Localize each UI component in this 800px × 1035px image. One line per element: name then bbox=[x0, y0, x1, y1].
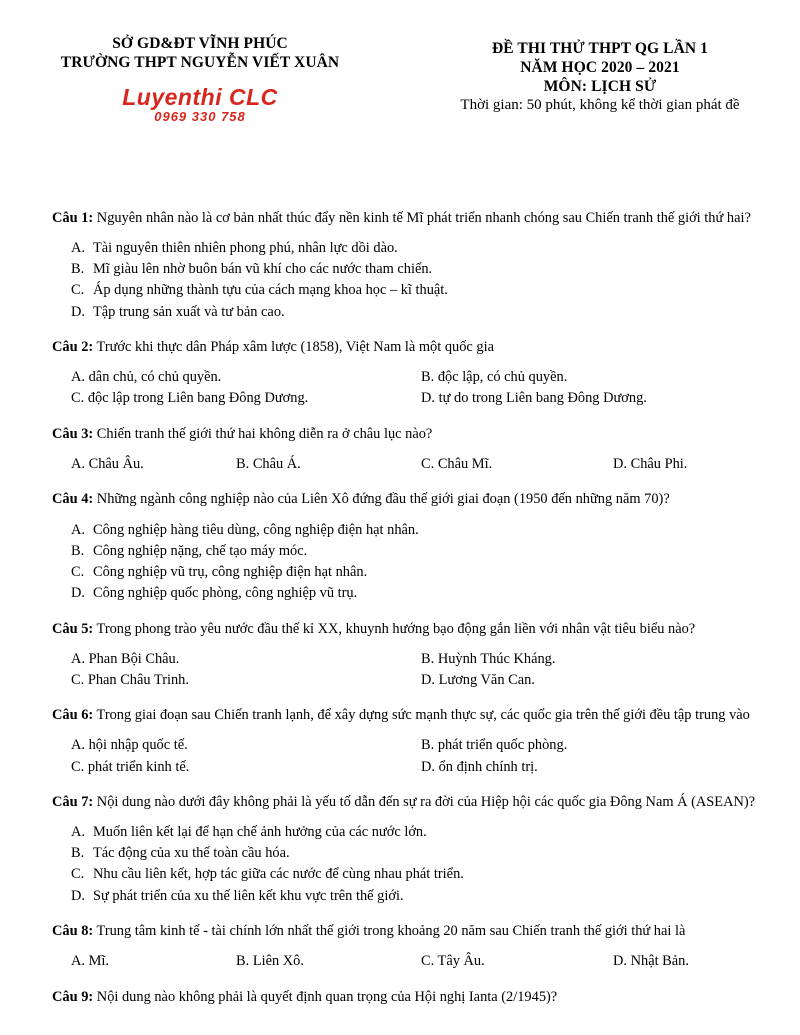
question-number-label: Câu 3: bbox=[52, 425, 94, 442]
answer-option[interactable] bbox=[71, 649, 421, 670]
question-stem-text: Nội dung nào dưới đây không phải là yếu tố dẫn đến sự ra đời của Hiệp hội các quốc gia Đông Nam Á (ASEAN)? bbox=[96, 794, 756, 811]
answer-options bbox=[52, 367, 756, 409]
question-number-label: Câu 7: bbox=[52, 794, 94, 811]
option-text: Phan Bội Châu. bbox=[88, 650, 180, 667]
answer-option[interactable] bbox=[52, 280, 756, 301]
logo-phone-number: 0969 330 758 bbox=[154, 109, 246, 124]
option-text: Công nghiệp vũ trụ, công nghiệp điện hạt nhân. bbox=[93, 563, 368, 580]
answer-option[interactable] bbox=[71, 367, 421, 388]
option-letter: D. bbox=[613, 455, 627, 472]
option-letter: D. bbox=[421, 758, 435, 775]
option-letter: D. bbox=[71, 585, 85, 602]
option-letter: B. bbox=[421, 650, 435, 667]
question-stem-text: Trong phong trào yêu nước đầu thế kỉ XX, khuynh hướng bạo động gắn liền với nhân vật tiêu biểu nào? bbox=[96, 620, 696, 637]
answer-option[interactable] bbox=[52, 583, 756, 604]
answer-option[interactable] bbox=[52, 822, 756, 843]
option-text: tự do trong Liên bang Đông Dương. bbox=[438, 390, 647, 407]
questions-list bbox=[0, 208, 800, 1008]
answer-option[interactable] bbox=[71, 951, 236, 972]
answer-option[interactable] bbox=[71, 757, 421, 778]
answer-options bbox=[52, 951, 756, 972]
answer-options bbox=[52, 238, 756, 323]
answer-option[interactable] bbox=[52, 520, 756, 541]
option-text: Châu Phi. bbox=[630, 455, 688, 472]
option-letter: B. bbox=[236, 455, 250, 472]
option-letter: D. bbox=[71, 887, 85, 904]
option-letter: B. bbox=[71, 542, 85, 559]
answer-options bbox=[52, 520, 756, 605]
exam-title: ĐỀ THI THỬ THPT QG LẦN 1 bbox=[491, 40, 708, 57]
question-stem bbox=[52, 987, 756, 1008]
answer-option[interactable] bbox=[613, 951, 756, 972]
question-stem-text: Trước khi thực dân Pháp xâm lược (1858), Việt Nam là một quốc gia bbox=[96, 339, 494, 356]
answer-option[interactable] bbox=[421, 757, 756, 778]
header-left-block bbox=[0, 34, 400, 123]
school-year: NĂM HỌC 2020 – 2021 bbox=[520, 59, 680, 76]
option-text: Huỳnh Thúc Kháng. bbox=[437, 650, 556, 667]
option-letter: A. bbox=[71, 737, 85, 754]
question-block bbox=[52, 792, 756, 907]
option-text: Lương Văn Can. bbox=[438, 671, 535, 688]
answer-option[interactable] bbox=[236, 454, 421, 475]
question-stem bbox=[52, 705, 756, 726]
subject-name: MÔN: LỊCH SỬ bbox=[543, 78, 657, 95]
question-stem-text: Nội dung nào không phải là quyết định quan trọng của Hội nghị Ianta (2/1945)? bbox=[96, 988, 558, 1005]
option-letter: A. bbox=[71, 650, 85, 667]
option-text: Công nghiệp hàng tiêu dùng, công nghiệp điện hạt nhân. bbox=[93, 521, 419, 538]
question-stem-text: Nguyên nhân nào là cơ bản nhất thúc đẩy nền kinh tế Mĩ phát triển nhanh chóng sau Chiến tranh thế giới thứ hai? bbox=[96, 210, 751, 226]
question-number-label: Câu 9: bbox=[52, 988, 94, 1005]
question-block bbox=[52, 705, 756, 777]
question-number-label: Câu 2: bbox=[52, 339, 94, 356]
question-number-label: Câu 1: bbox=[52, 210, 94, 226]
option-letter: A. bbox=[71, 455, 85, 472]
answer-option[interactable] bbox=[52, 843, 756, 864]
answer-option[interactable] bbox=[71, 454, 236, 475]
option-text: Công nghiệp quốc phòng, công nghiệp vũ trụ. bbox=[93, 585, 358, 602]
answer-option[interactable] bbox=[421, 735, 756, 756]
option-text: Áp dụng những thành tựu của cách mạng khoa học – kĩ thuật. bbox=[93, 282, 448, 299]
option-letter: C. bbox=[421, 455, 435, 472]
option-text: Châu Mĩ. bbox=[437, 455, 493, 472]
question-stem-text: Trung tâm kinh tế - tài chính lớn nhất thế giới trong khoảng 20 năm sau Chiến tranh thế giới thứ hai là bbox=[96, 923, 686, 940]
option-text: Công nghiệp nặng, chế tạo máy móc. bbox=[93, 542, 308, 559]
answer-options bbox=[52, 822, 756, 907]
option-text: dân chủ, có chủ quyền. bbox=[88, 369, 222, 386]
option-letter: C. bbox=[71, 282, 85, 299]
answer-option[interactable] bbox=[421, 388, 756, 409]
answer-option[interactable] bbox=[52, 238, 756, 259]
answer-option[interactable] bbox=[52, 864, 756, 885]
option-text: Phan Châu Trinh. bbox=[87, 671, 189, 688]
answer-option[interactable] bbox=[71, 388, 421, 409]
question-number-label: Câu 6: bbox=[52, 707, 94, 724]
exam-duration: Thời gian: 50 phút, không kể thời gian phát đề bbox=[460, 97, 740, 113]
question-number-label: Câu 8: bbox=[52, 923, 94, 940]
option-text: độc lập, có chủ quyền. bbox=[437, 369, 568, 386]
answer-options bbox=[52, 735, 756, 777]
question-stem-text: Chiến tranh thế giới thứ hai không diễn ra ở châu lục nào? bbox=[96, 425, 433, 442]
option-text: Sự phát triển của xu thế liên kết khu vực trên thế giới. bbox=[93, 887, 404, 904]
option-text: Châu Âu. bbox=[88, 455, 144, 472]
option-text: Tập trung sản xuất và tư bản cao. bbox=[93, 303, 285, 320]
option-letter: D. bbox=[613, 953, 627, 970]
option-letter: B. bbox=[421, 737, 435, 754]
question-stem bbox=[52, 424, 756, 445]
option-text: Mĩ giàu lên nhờ buôn bán vũ khí cho các nước tham chiến. bbox=[93, 261, 433, 278]
option-text: Mĩ. bbox=[88, 953, 110, 970]
question-stem bbox=[52, 337, 756, 358]
option-text: Liên Xô. bbox=[252, 953, 304, 970]
question-block bbox=[52, 489, 756, 604]
option-text: ổn định chính trị. bbox=[438, 758, 538, 775]
answer-option[interactable] bbox=[52, 886, 756, 907]
option-text: Tây Âu. bbox=[437, 953, 485, 970]
question-block bbox=[52, 337, 756, 409]
question-stem bbox=[52, 208, 756, 229]
answer-option[interactable] bbox=[421, 649, 756, 670]
option-letter: D. bbox=[421, 390, 435, 407]
question-number-label: Câu 5: bbox=[52, 620, 94, 637]
option-text: Tài nguyên thiên nhiên phong phú, nhân lực dồi dào. bbox=[93, 240, 398, 257]
answer-option[interactable] bbox=[52, 562, 756, 583]
question-stem bbox=[52, 792, 756, 813]
department-name: SỞ GD&ĐT VĨNH PHÚC bbox=[112, 35, 288, 52]
option-letter: C. bbox=[71, 866, 85, 883]
option-text: phát triển quốc phòng. bbox=[437, 737, 568, 754]
answer-option[interactable] bbox=[71, 735, 421, 756]
question-block bbox=[52, 921, 756, 972]
answer-option[interactable] bbox=[236, 951, 421, 972]
option-text: Tác động của xu thế toàn cầu hóa. bbox=[93, 845, 290, 862]
option-letter: D. bbox=[421, 671, 435, 688]
option-letter: A. bbox=[71, 953, 85, 970]
option-letter: A. bbox=[71, 521, 85, 538]
option-letter: B. bbox=[236, 953, 250, 970]
option-letter: D. bbox=[71, 303, 85, 320]
option-text: Châu Á. bbox=[252, 455, 301, 472]
answer-option[interactable] bbox=[52, 541, 756, 562]
question-stem bbox=[52, 619, 756, 640]
document-header bbox=[0, 0, 800, 123]
option-letter: A. bbox=[71, 240, 85, 257]
option-text: độc lập trong Liên bang Đông Dương. bbox=[87, 390, 309, 407]
answer-option[interactable] bbox=[52, 302, 756, 323]
option-letter: B. bbox=[71, 845, 85, 862]
option-letter: C. bbox=[71, 563, 85, 580]
answer-option[interactable] bbox=[421, 670, 756, 691]
option-text: Muốn liên kết lại để hạn chế ảnh hưởng của các nước lớn. bbox=[93, 824, 427, 841]
question-stem-text: Trong giai đoạn sau Chiến tranh lạnh, để xây dựng sức mạnh thực sự, các quốc gia trên thế giới đều tập trung vào bbox=[96, 707, 750, 724]
question-stem bbox=[52, 489, 756, 510]
question-block bbox=[52, 424, 756, 475]
option-letter: C. bbox=[71, 671, 85, 688]
question-number-label: Câu 4: bbox=[52, 491, 94, 508]
header-right-block bbox=[400, 34, 800, 115]
answer-options bbox=[52, 649, 756, 691]
option-text: hội nhập quốc tế. bbox=[88, 737, 188, 754]
option-letter: B. bbox=[421, 369, 435, 386]
answer-option[interactable] bbox=[613, 454, 756, 475]
question-block bbox=[52, 619, 756, 691]
option-letter: A. bbox=[71, 369, 85, 386]
luyenthi-clc-logo bbox=[0, 86, 400, 123]
option-letter: C. bbox=[71, 390, 85, 407]
option-text: phát triển kinh tế. bbox=[87, 758, 190, 775]
option-text: Nhật Bản. bbox=[630, 953, 689, 970]
question-block bbox=[52, 208, 756, 323]
answer-option[interactable] bbox=[421, 367, 756, 388]
option-text: Nhu cầu liên kết, hợp tác giữa các nước để cùng nhau phát triển. bbox=[93, 866, 464, 883]
school-name: TRƯỜNG THPT NGUYỄN VIẾT XUÂN bbox=[60, 54, 340, 71]
answer-options bbox=[52, 454, 756, 475]
option-letter: C. bbox=[71, 758, 85, 775]
answer-option[interactable] bbox=[421, 454, 613, 475]
answer-option[interactable] bbox=[421, 951, 613, 972]
option-letter: B. bbox=[71, 261, 85, 278]
question-block bbox=[52, 987, 756, 1008]
option-letter: A. bbox=[71, 824, 85, 841]
answer-option[interactable] bbox=[52, 259, 756, 280]
answer-option[interactable] bbox=[71, 670, 421, 691]
logo-brand-text: Luyenthi CLC bbox=[122, 84, 278, 110]
option-letter: C. bbox=[421, 953, 435, 970]
question-stem bbox=[52, 921, 756, 942]
question-stem-text: Những ngành công nghiệp nào của Liên Xô đứng đầu thế giới giai đoạn (1950 đến những năm 70)? bbox=[96, 491, 670, 508]
